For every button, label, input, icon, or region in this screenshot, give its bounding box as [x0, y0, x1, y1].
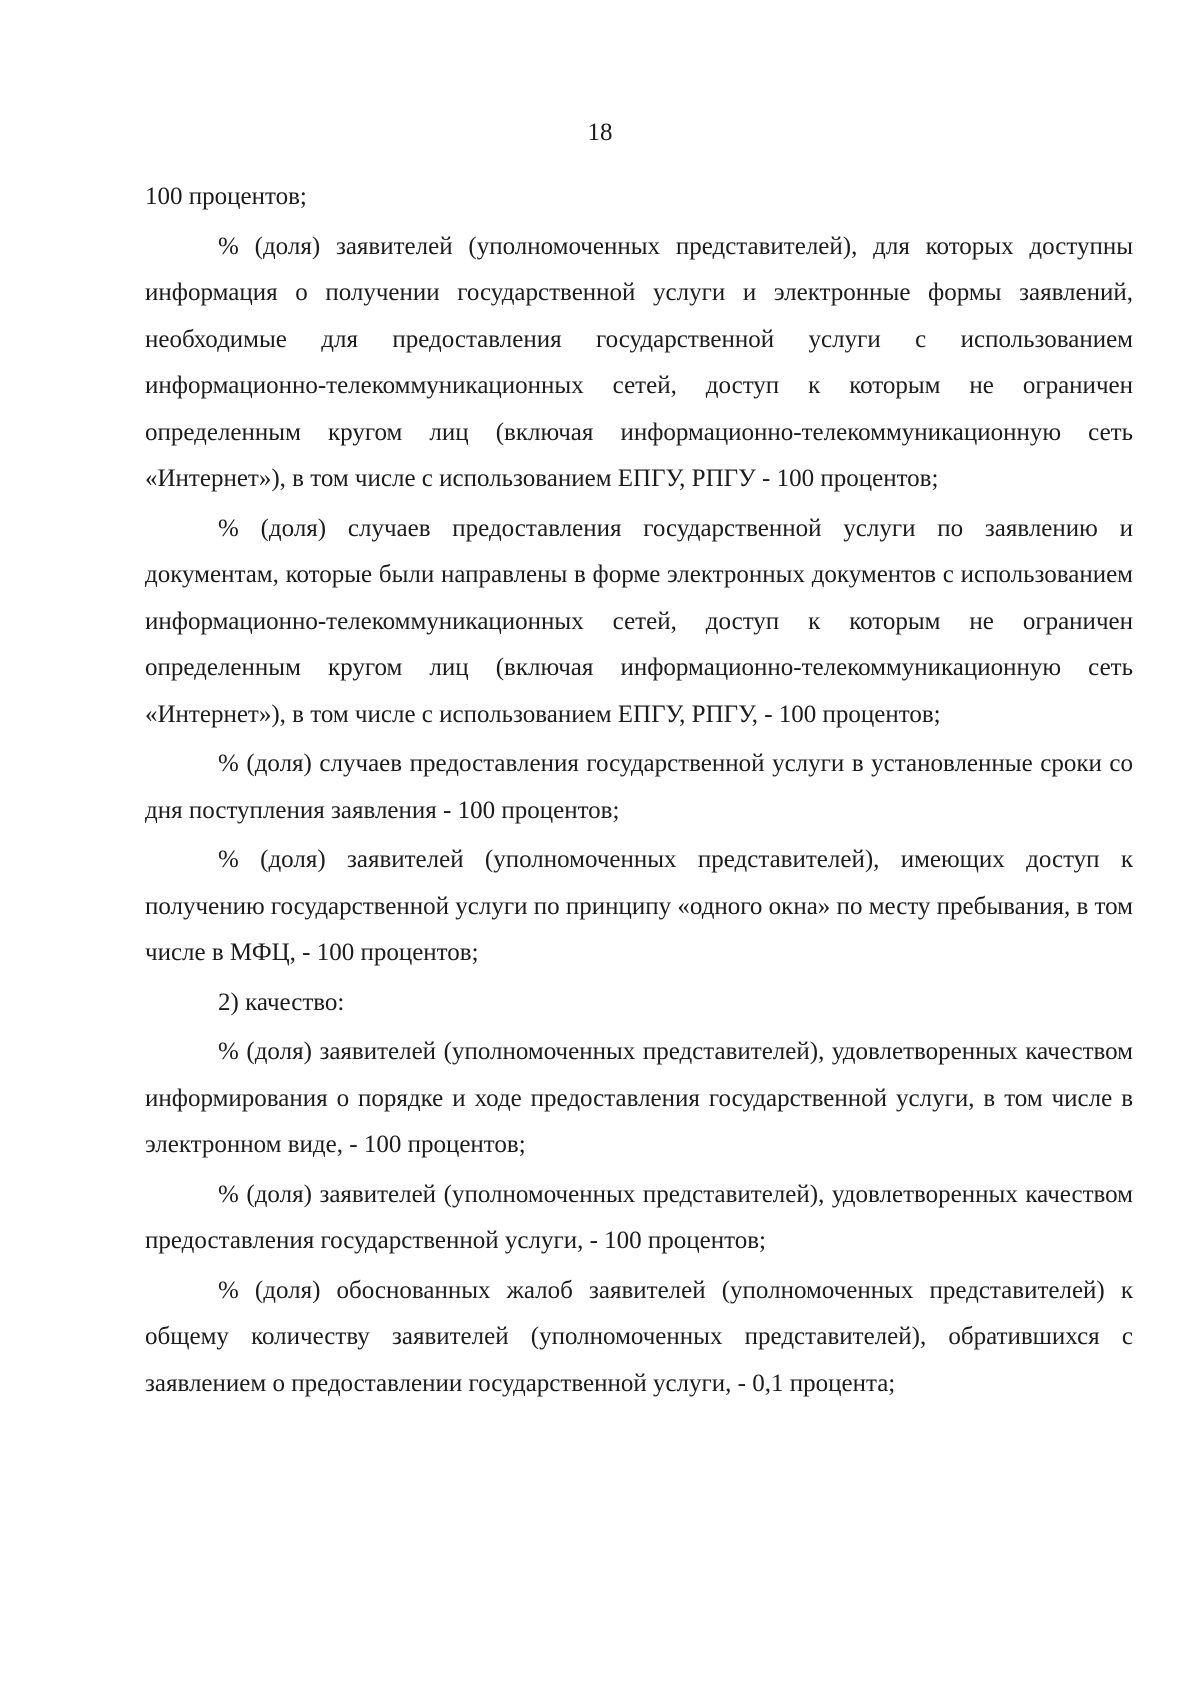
paragraph-indicator-deadlines: % (доля) случаев предоставления государственной услуги в установленные сроки со дня поступления заявления - 100 процентов; — [145, 750, 1133, 824]
paragraph-indicator-complaints: % (доля) обоснованных жалоб заявителей (уполномоченных представителей) к общему количеству заявителей (уполномоченных представителей), обратившихся с заявлением о предоставлении государственной услуги, - 0,1 процента; — [145, 1276, 1133, 1397]
paragraph-indicator-informing-quality: % (доля) заявителей (уполномоченных представителей), удовлетворенных качеством информирования о порядке и ходе предоставления государственной услуги, в том числе в электронном виде, - 100 процентов; — [145, 1038, 1133, 1158]
page-number: 18 — [587, 119, 613, 146]
paragraph-indicator-one-window: % (доля) заявителей (уполномоченных представителей), имеющих доступ к получению государственной услуги по принципу «одного окна» по месту пребывания, в том числе в МФЦ, - 100 процентов; — [145, 846, 1133, 966]
paragraph-indicator-online-info: % (доля) заявителей (уполномоченных представителей), для которых доступны информация о получении государственной услуги и электронные формы заявлений, необходимые для предоставления государственной услуги с использованием информационно-телекоммуникационных сетей, доступ к которым не ограничен определенным кругом лиц (включая информационно-телекоммуникационную сеть «Интернет»), в том числе с использованием ЕПГУ, РПГУ - 100 процентов; — [145, 232, 1133, 492]
paragraph-indicator-electronic-docs: % (доля) случаев предоставления государственной услуги по заявлению и документам, которые были направлены в форме электронных документов с использованием информационно-телекоммуникационных сетей, доступ к которым не ограничен определенным кругом лиц (включая информационно-телекоммуникационную сеть «Интернет»), в том числе с использованием ЕПГУ, РПГУ, - 100 процентов; — [145, 514, 1133, 728]
document-body — [145, 174, 1133, 1410]
paragraph-continuation: 100 процентов; — [145, 183, 307, 210]
paragraph-indicator-service-quality: % (доля) заявителей (уполномоченных представителей), удовлетворенных качеством предоставления государственной услуги, - 100 процентов; — [145, 1180, 1133, 1254]
paragraph-quality-heading: 2) качество: — [218, 988, 345, 1016]
